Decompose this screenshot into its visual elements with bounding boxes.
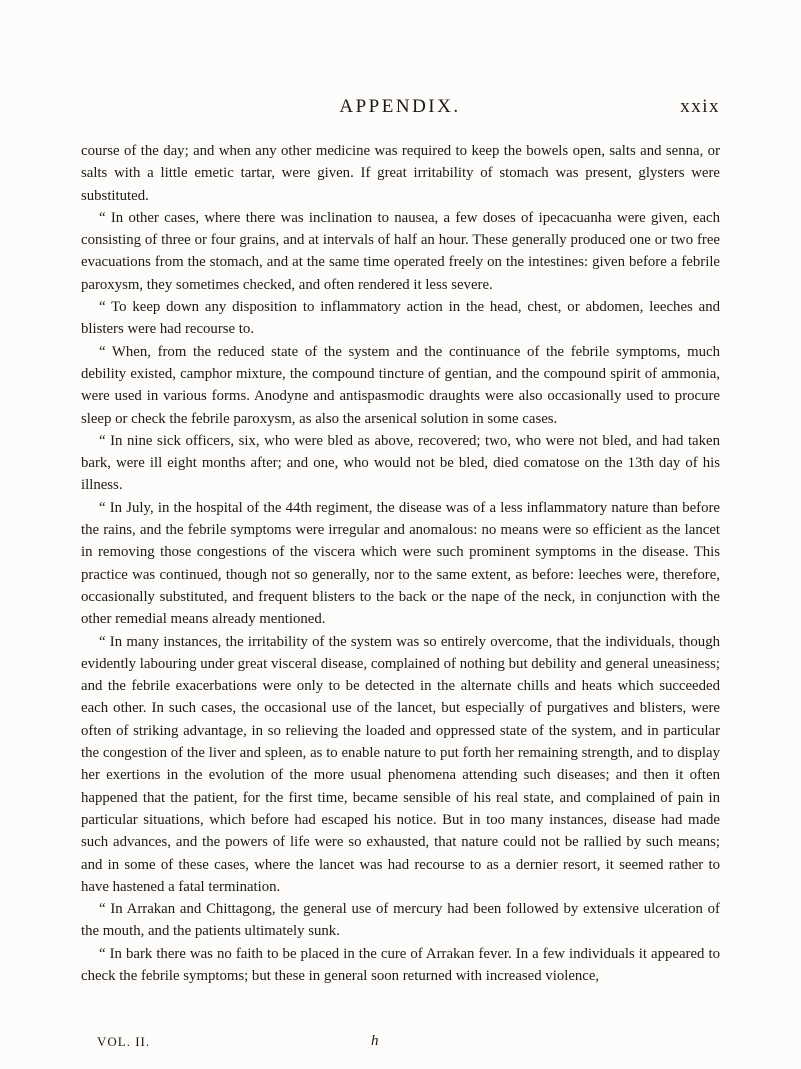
paragraph: “ When, from the reduced state of the system and the continuance of the febrile symptoms, much debility existed, camphor mixture, the compound tincture of gentian, and the compound spirit of ammonia, were used in various forms. Anodyne and antispasmodic draughts were also occasionally used to procure sleep or check the febrile paroxysm, as also the arsenical solution in some cases.: [81, 343, 720, 427]
paragraph: “ In other cases, where there was inclination to nausea, a few doses of ipecacuanha were given, each consisting of three or four grains, and at intervals of half an hour. These generally produced one or two free evacuations from the stomach, and at the same time operated freely on the intestines: given before a febrile paroxysm, they sometimes checked, and often rendered it less severe.: [81, 209, 720, 293]
body-text: [81, 140, 720, 987]
volume-mark: VOL. II.: [97, 1034, 151, 1049]
page-footer: [81, 1034, 720, 1056]
page-number: xxix: [680, 96, 720, 117]
running-title: APPENDIX.: [339, 96, 461, 117]
paragraph: “ In Arrakan and Chittagong, the general use of mercury had been followed by extensive ulceration of the mouth, and the patients ultimately sunk.: [81, 901, 720, 940]
signature-mark: h: [371, 1033, 379, 1049]
paragraph: “ In bark there was no faith to be placed in the cure of Arrakan fever. In a few individuals it appeared to check the febrile symptoms; but these in general soon returned with increased violence,: [81, 945, 720, 984]
paragraph: “ To keep down any disposition to inflammatory action in the head, chest, or abdomen, leeches and blisters were had recourse to.: [81, 299, 720, 338]
paragraph: “ In many instances, the irritability of the system was so entirely overcome, that the individuals, though evidently labouring under great visceral disease, complained of nothing but debility and general uneasiness; and the febrile exacerbations were only to be detected in the alternate chills and heats which succeeded each other. In such cases, the occasional use of the lancet, but especially of purgatives and blisters, were often of striking advantage, in so relieving the loaded and oppressed state of the system, and in particular the congestion of the liver and spleen, as to enable nature to put forth her remaining strength, and to display her exertions in the evolution of the more usual phenomena attending such diseases; and then it often happened that the patient, for the first time, became sensible of his real state, and complained of pain in particular situations, which before had escaped his notice. But in too many instances, disease had made such advances, and the powers of life were so exhausted, that nature could not be rallied by such means; and in some of these cases, where the lancet was had recourse to as a dernier resort, it seemed rather to have hastened a fatal termination.: [81, 633, 720, 895]
paragraph: course of the day; and when any other medicine was required to keep the bowels open, salts and senna, or salts with a little emetic tartar, were given. If great irritability of stomach was present, glysters were substituted.: [81, 143, 720, 204]
running-head: [80, 96, 720, 126]
paragraph: “ In nine sick officers, six, who were bled as above, recovered; two, who were not bled, and had taken bark, were ill eight months after; and one, who would not be bled, died comatose on the 13th day of his illness.: [81, 432, 720, 494]
paragraph: “ In July, in the hospital of the 44th regiment, the disease was of a less inflammatory nature than before the rains, and the febrile symptoms were irregular and anomalous: no means were so efficient as the lancet in removing those congestions of the viscera which were such prominent symptoms in the disease. This practice was continued, though not so generally, nor to the same extent, as before: leeches were, therefore, occasionally substituted, and frequent blisters to the back or the nape of the neck, in conjunction with the other remedial means already mentioned.: [81, 499, 720, 628]
